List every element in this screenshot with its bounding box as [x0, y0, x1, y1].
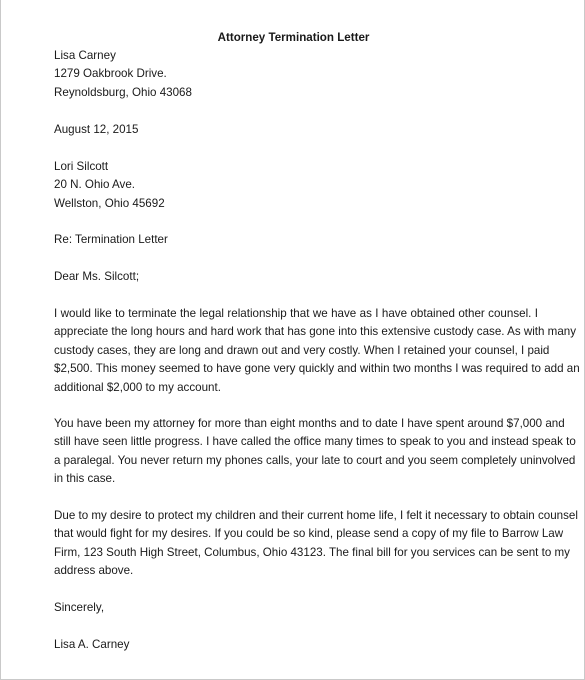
- signature-block: [54, 636, 538, 654]
- subject-line: Re: Termination Letter: [54, 233, 168, 246]
- recipient-name: Lori Silcott: [54, 160, 109, 173]
- paragraph-line: address above.: [54, 564, 134, 578]
- paragraph-text: [54, 507, 578, 581]
- body-paragraph-2: [54, 415, 576, 489]
- sender-city: Reynoldsburg, Ohio 43068: [54, 85, 192, 99]
- paragraph-line: Due to my desire to protect my children and their current home life, I felt it necessary to obtain counsel: [54, 509, 578, 522]
- recipient-street: 20 N. Ohio Ave.: [54, 178, 135, 192]
- paragraph-line: a paralegal. You never return my phones calls, your late to court and you seem completely uninvolved: [54, 453, 576, 467]
- body-paragraph-3: [54, 507, 578, 581]
- sender-street: 1279 Oakbrook Drive.: [54, 67, 167, 81]
- paragraph-line: additional $2,000 to my account.: [54, 380, 221, 394]
- paragraph-line: still have seen little progress. I have called the office many times to speak to you and instead speak to: [54, 435, 576, 449]
- signature-name: Lisa A. Carney: [54, 638, 130, 651]
- paragraph-line: that would fight for my desires. If you could be so kind, please send a copy of my file to Barrow Law: [54, 527, 564, 541]
- sender-name: Lisa Carney: [54, 49, 116, 62]
- closing: Sincerely,: [54, 601, 105, 614]
- paragraph-text: [54, 415, 576, 489]
- letter-title: Attorney Termination Letter: [217, 31, 370, 44]
- recipient-address: [54, 158, 538, 213]
- recipient-city: Wellston, Ohio 45692: [54, 196, 165, 210]
- salutation-block: [54, 268, 538, 286]
- paragraph-line: custody cases, they are long and drawn out and very costly. When I retained your counsel, I paid: [54, 343, 550, 357]
- paragraph-line: appreciate the long hours and hard work that has gone into this extensive custody case. As with many: [54, 325, 577, 339]
- subject-block: [54, 231, 538, 249]
- paragraph-line: $2,500. This money seemed to have gone very quickly and within two months I was required to add an: [54, 362, 580, 376]
- body-paragraph-1: [54, 305, 580, 397]
- paragraph-line: Firm, 123 South High Street, Columbus, Ohio 43123. The final bill for you services can be sent to my: [54, 545, 570, 559]
- paragraph-line: I would like to terminate the legal relationship that we have as I have obtained other counsel. I: [54, 307, 538, 320]
- paragraph-line: You have been my attorney for more than eight months and to date I have spent around $7,000 and: [54, 417, 565, 430]
- salutation: Dear Ms. Silcott;: [54, 270, 140, 283]
- letter-date-block: [54, 121, 538, 139]
- letter-date: August 12, 2015: [54, 123, 139, 136]
- closing-block: [54, 599, 538, 617]
- paragraph-text: [54, 305, 580, 397]
- paragraph-line: in this case.: [54, 472, 116, 486]
- sender-address: [54, 47, 538, 102]
